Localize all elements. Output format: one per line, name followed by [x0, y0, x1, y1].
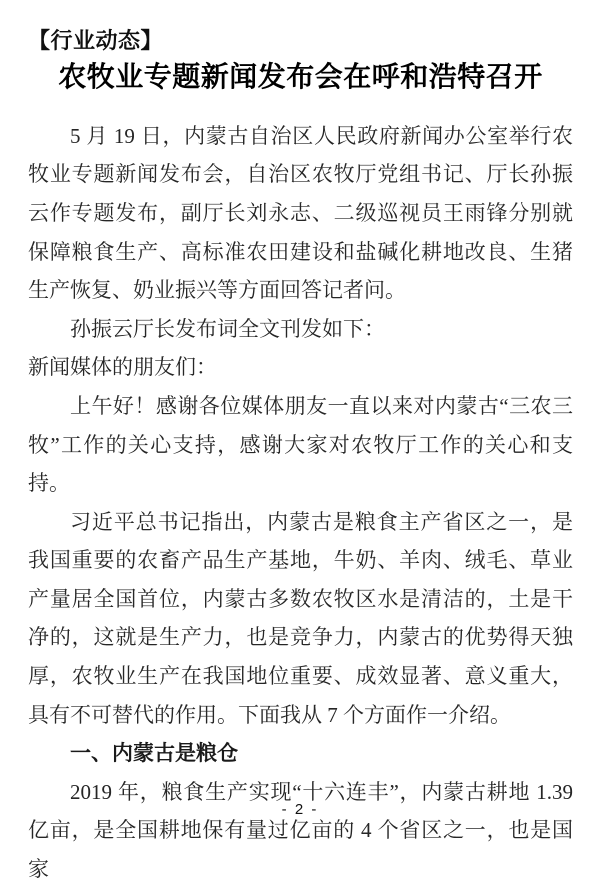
paragraph-greeting: 上午好！感谢各位媒体朋友一直以来对内蒙古“三农三牧”工作的关心支持，感谢大家对农牧厅工作的关心和支持。 [28, 393, 573, 496]
paragraph-intro: 5 月 19 日，内蒙古自治区人民政府新闻办公室举行农牧业专题新闻发布会，自治区农牧厅党组书记、厅长孙振云作专题发布，副厅长刘永志、二级巡视员王雨锋分别就保障粮食生产、高标准农田建设和盐碱化耕地改良、生猪生产恢复、奶业振兴等方面回答记者问。 [28, 123, 573, 303]
document-body [28, 117, 573, 889]
document-title: 农牧业专题新闻发布会在呼和浩特召开 [58, 62, 543, 93]
category-label: 【行业动态】 [28, 28, 164, 53]
paragraph-overview: 习近平总书记指出，内蒙古是粮食主产省区之一，是我国重要的农畜产品生产基地，牛奶、羊肉、绒毛、草业产量居全国首位，内蒙古多数农牧区水是清洁的，土是干净的，这就是生产力，也是竞争力，内蒙古的优势得天独厚，农牧业生产在我国地位重要、成效显著、意义重大，具有不可替代的作用。下面我从 7 个方面作一介绍。 [28, 509, 573, 727]
paragraph-section-body: 2019 年，粮食生产实现“十六连丰”，内蒙古耕地 1.39 亿亩，是全国耕地保有量过亿亩的 4 个省区之一，也是国家 [28, 779, 573, 882]
paragraph-salutation: 新闻媒体的朋友们： [28, 355, 217, 380]
paragraph-lead-in: 孙振云厅长发布词全文刊发如下： [70, 316, 385, 341]
page-number: - 2 - [281, 801, 319, 818]
section-heading: 一、内蒙古是粮仓 [70, 741, 238, 766]
